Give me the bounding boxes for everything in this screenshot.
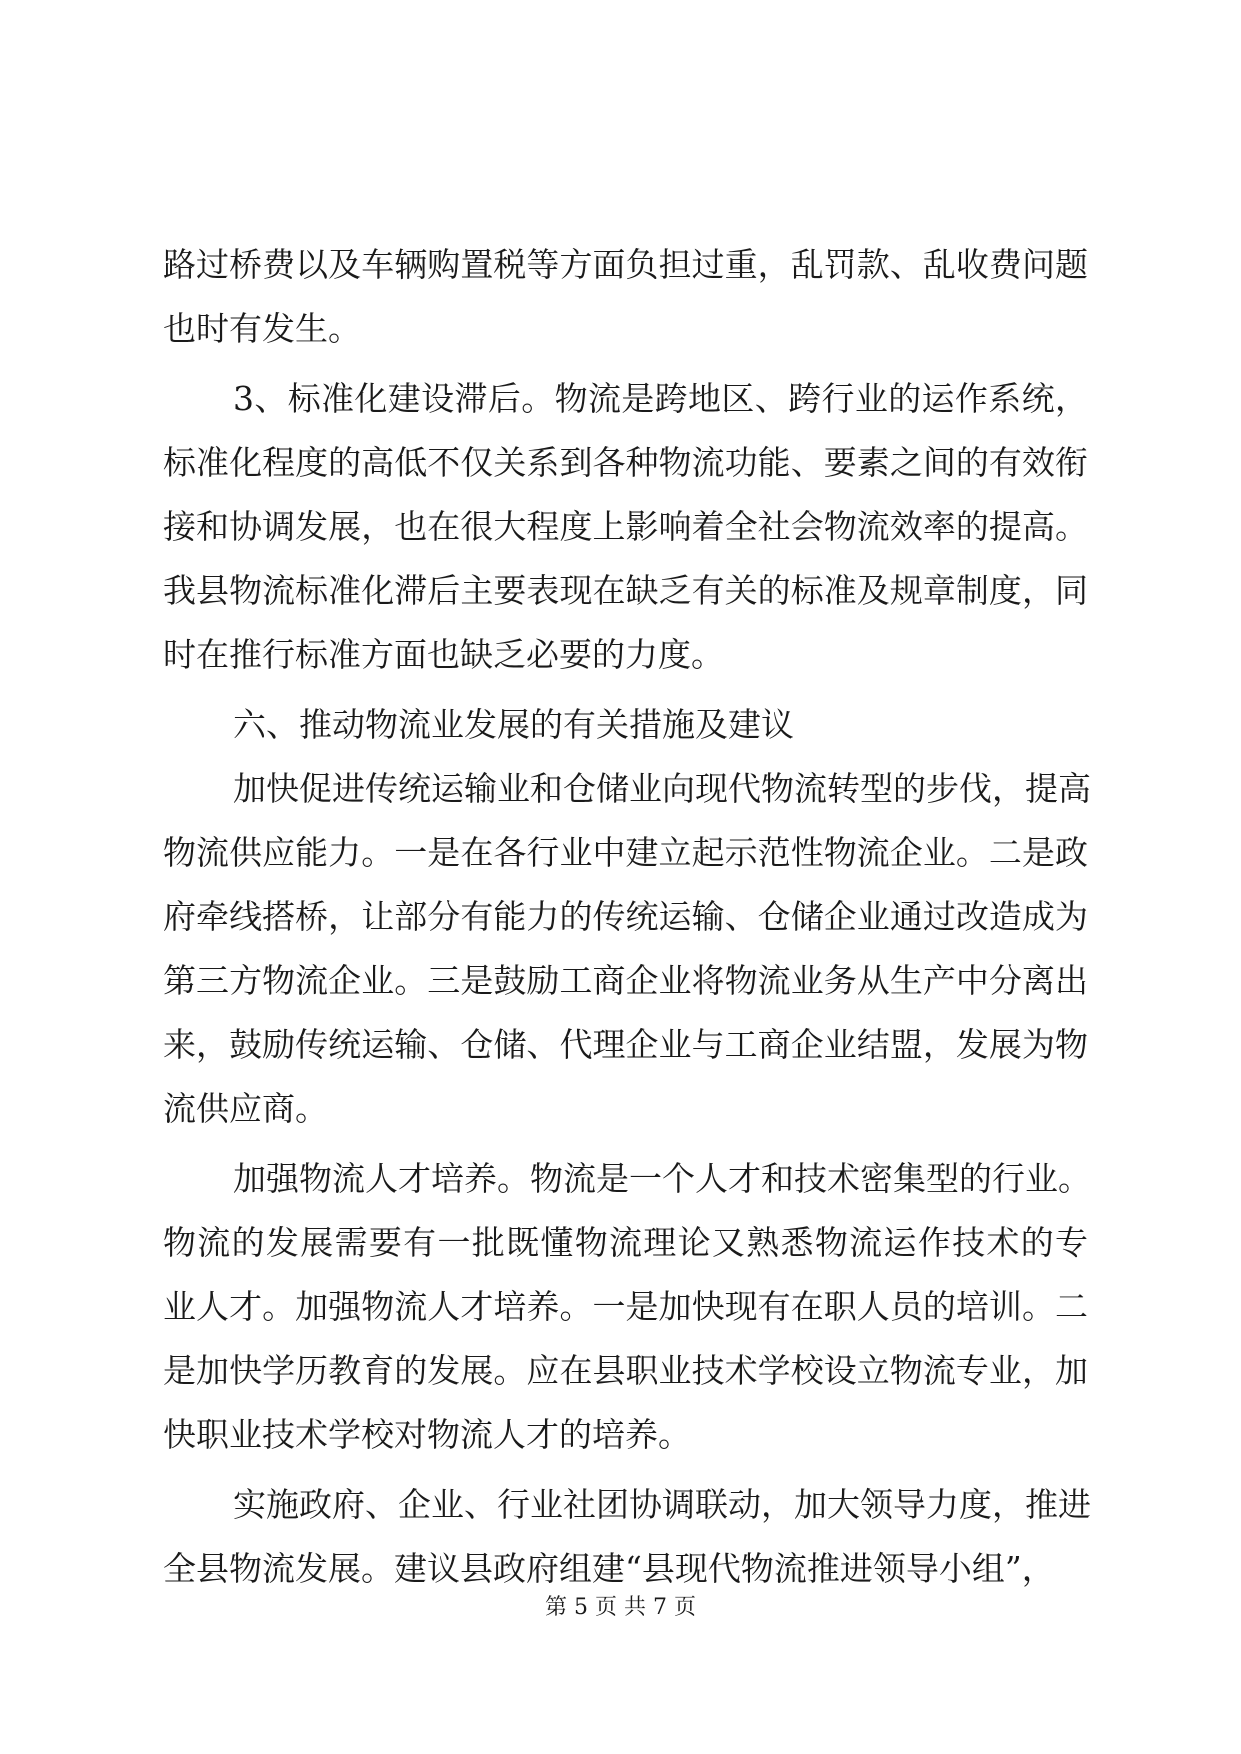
text-line: 3、标准化建设滞后。物流是跨地区、跨行业的运作系统， xyxy=(233,379,1088,418)
text-line: 我县物流标准化滞后主要表现在缺乏有关的标准及规章制度，同 xyxy=(163,571,1088,610)
text-line: 接和协调发展，也在很大程度上影响着全社会物流效率的提高。 xyxy=(163,507,1088,546)
text-line: 加快促进传统运输业和仓储业向现代物流转型的步伐，提高 xyxy=(233,769,1091,808)
text-line: 来，鼓励传统运输、仓储、代理企业与工商企业结盟，发展为物 xyxy=(163,1025,1088,1064)
text-line: 物流供应能力。一是在各行业中建立起示范性物流企业。二是政 xyxy=(163,833,1088,872)
paragraph xyxy=(163,1147,1091,1467)
text-line: 全县物流发展。建议县政府组建“县现代物流推进领导小组”， xyxy=(163,1549,1055,1588)
section-heading xyxy=(163,693,1088,757)
text-line: 流供应商。 xyxy=(163,1089,328,1128)
text-line: 府牵线搭桥，让部分有能力的传统运输、仓储企业通过改造成为 xyxy=(163,897,1088,936)
text-line: 路过桥费以及车辆购置税等方面负担过重，乱罚款、乱收费问题 xyxy=(163,245,1088,284)
text-line: 六、推动物流业发展的有关措施及建议 xyxy=(233,705,794,744)
paragraph xyxy=(163,1473,1091,1601)
document-body xyxy=(163,233,1091,1601)
paragraph xyxy=(163,367,1088,687)
text-line: 也时有发生。 xyxy=(163,309,361,348)
paragraph xyxy=(163,757,1091,1141)
text-line: 标准化程度的高低不仅关系到各种物流功能、要素之间的有效衔 xyxy=(163,443,1088,482)
text-line: 实施政府、企业、行业社团协调联动，加大领导力度，推进 xyxy=(233,1485,1091,1524)
text-line: 是加快学历教育的发展。应在县职业技术学校设立物流专业，加 xyxy=(163,1351,1088,1390)
text-line: 物流的发展需要有一批既懂物流理论又熟悉物流运作技术的专 xyxy=(163,1223,1088,1262)
text-line: 加强物流人才培养。物流是一个人才和技术密集型的行业。 xyxy=(233,1159,1091,1198)
paragraph xyxy=(163,233,1088,361)
text-line: 时在推行标准方面也缺乏必要的力度。 xyxy=(163,635,724,674)
text-line: 业人才。加强物流人才培养。一是加快现有在职人员的培训。二 xyxy=(163,1287,1088,1326)
text-line: 第三方物流企业。三是鼓励工商企业将物流业务从生产中分离出 xyxy=(163,961,1088,1000)
page-number-footer: 第 5 页 共 7 页 xyxy=(545,1595,696,1620)
text-line: 快职业技术学校对物流人才的培养。 xyxy=(163,1415,691,1454)
